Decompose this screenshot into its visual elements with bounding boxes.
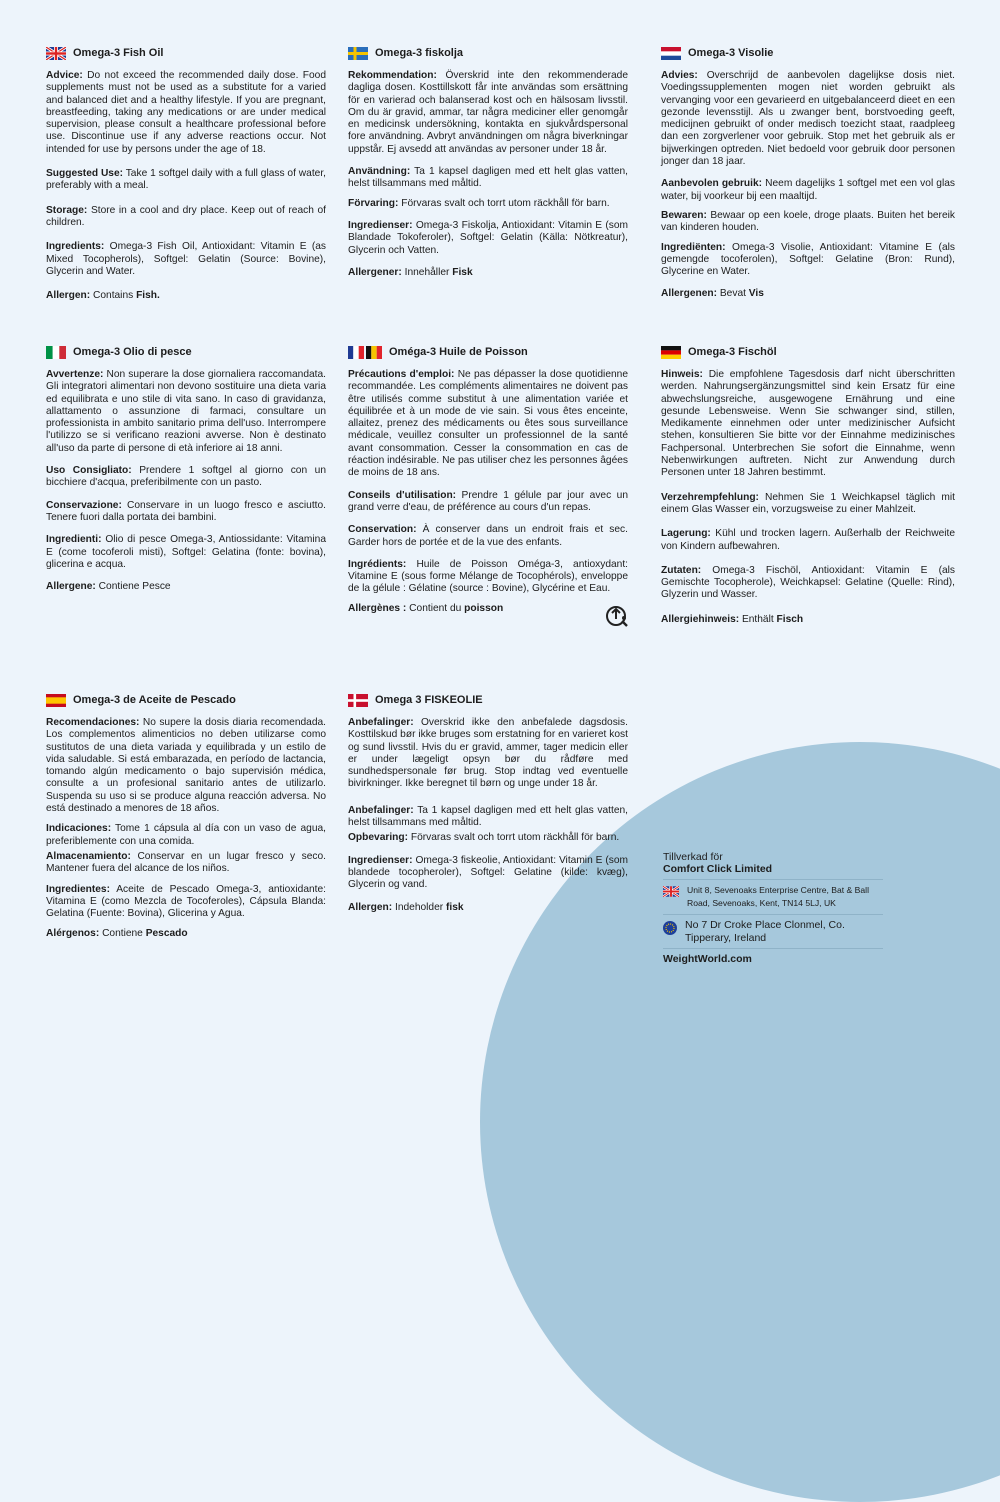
advice-text: Overskrid ikke den anbefalede dagsdosis. Kosttilskud bør ikke bruges som erstatning for en varieret kost og sund livsstil. Hvis du er gravid, ammer, tager medicin eller er under lægeligt opsyn bør du rådføre med sundhedspersonale før brug. Stop indtag ved eventuelle bivirkninger. Ikke beregnet til børn og unge under 18 år.: [348, 717, 628, 790]
storage-text: Conservare in un luogo fresco e asciutto. Tenere fuori dalla portata dei bambini.: [46, 499, 326, 523]
advice-text: Do not exceed the recommended daily dose. Food supplements must not be used as a substitute for a varied and balanced diet and a healthy lifestyle. If you are pregnant, breastfeeding, taking any medications or are under medical supervision, please consult a healthcare professional before use. Discontinue use if any adverse reactions occur. Not intended for use by persons under the age of 18.: [46, 70, 326, 155]
advice-label: Recomendaciones:: [46, 717, 140, 728]
section-dutch: [661, 47, 955, 308]
advice-label: Hinweis:: [661, 369, 703, 380]
storage-label: Storage:: [46, 204, 88, 216]
ingredients-text: Omega-3 Fiskolja, Antioxidant: Vitamin E (som Blandade Tokoferoler), Softgel: Gelatin (Källa: Nötkreatur), Glycerin och Vatten.: [348, 219, 628, 256]
section-title: Omega 3 FISKEOLIE: [375, 694, 483, 707]
storage-text: Förvaras svalt och torrt utom räckhåll för barn.: [410, 832, 620, 844]
allergen-text: Contient du: [409, 602, 462, 614]
manufacturer-block: [663, 851, 883, 969]
use-label: Aanbevolen gebruik:: [661, 178, 763, 190]
use-label: Verzehrempfehlung:: [661, 491, 759, 503]
allergen-bold: Fish.: [136, 290, 160, 302]
advice-text: Non superare la dose giornaliera raccomandata. Gli integratori alimentari non devono sostituire una dieta varia ed equilibrata e uno stile di vita sano. In caso di gravidanza, allattamento o assunzione di farmaci, consultare un professionista in ambito sanitario prima dell'uso. Interrompere l'utilizzo se si verificano reazioni avverse. Non è destinato all'uso da parte di persone di età inferiore ai 18 anni.: [46, 369, 326, 454]
advice-label: Rekommendation:: [348, 70, 437, 81]
ingredients-label: Ingredients:: [46, 241, 105, 253]
ingredients-label: Zutaten:: [661, 564, 702, 576]
use-text: Prendere 1 softgel al giorno con un bicchiere d'acqua, preferibilmente con un pasto.: [46, 465, 326, 489]
allergen-bold: Vis: [748, 288, 764, 300]
ingredients-text: Omega-3 Visolie, Antioxidant: Vitamine E (als gemengde tocoferolen), Softgel: Gelatine (Bron: Rund), Glycerine en Water.: [661, 241, 955, 278]
advice-text: Overschrijd de aanbevolen dagelijkse dosis niet. Voedingssupplementen mogen niet worden gebruikt als vervanging voor een gevarieerd en uitgebalanceerd dieet en een gezonde levensstijl. Als u zwanger bent, borstvoeding geeft, medicijnen gebruikt of onder medisch toezicht staat, raadpleeg dan een zorgverlener voor gebruik. Stop met het gebruik als er bijwerkingen optreden. Niet bedoeld voor gebruik door personen jonger dan 18 jaar.: [661, 70, 955, 168]
use-text: Ta 1 kapsel dagligen med ett helt glas vatten, helst tillsammans med måltid.: [348, 804, 628, 829]
uk-flag-icon: [663, 886, 679, 897]
advice-text: No supere la dosis diaria recomendada. Los complementos alimenticios no deben utilizarse como sustitutos de una dieta variada y equilibrada y un estilo de vida saludable. Si está embarazada, en período de lactancia, tomando algún medicamento o bajo supervisión médica, consulte a un profesional sanitario antes de utilizarlo. Suspenda su uso si se produce alguna reacción adversa. No está destinado a menores de 18 años.: [46, 717, 326, 815]
allergen-bold: fisk: [446, 901, 464, 913]
storage-text: Store in a cool and dry place. Keep out of reach of children.: [46, 204, 326, 228]
section-heading: [348, 694, 628, 707]
section-heading: [661, 47, 955, 60]
section-swedish: [348, 47, 628, 286]
storage-label: Förvaring:: [348, 197, 399, 209]
allergen-text: Contiene: [102, 928, 143, 940]
storage-label: Bewaren:: [661, 209, 707, 221]
ingredients-label: Ingrediënten:: [661, 241, 726, 253]
storage-text: Kühl und trocken lagern. Außerhalb der Reichweite von Kindern aufbewahren.: [661, 528, 955, 552]
storage-label: Opbevaring:: [348, 832, 409, 844]
allergen-label: Allergenen:: [661, 288, 718, 300]
ingredients-text: Omega-3 fiskeolie, Antioxidant: Vitamin E (som blandede tocopheroler), Softgel: Gelatine (kilde: kvæg), Glycerin og vand.: [348, 854, 628, 891]
use-text: Neem dagelijks 1 softgel met een vol glas water, bij voorkeur bij een maaltijd.: [661, 178, 955, 202]
storage-label: Conservation:: [348, 524, 417, 536]
section-title: Oméga-3 Huile de Poisson: [389, 346, 528, 359]
use-label: Indicaciones:: [46, 823, 112, 835]
allergen-text: Enthält: [741, 613, 774, 625]
section-english: [46, 47, 326, 309]
advice-text: Ne pas dépasser la dose quotidienne recommandée. Les compléments alimentaires ne doivent pas être utilisés comme substitut à une alimentation variée et équilibrée et à un mode de vie sain. Si vous êtes enceinte, allaitez, prenez des médicaments ou êtes sous surveillance médicale, veuillez consulter un professionnel de la santé avant consommation. Cesser la consommation en cas de réaction indésirable. Ne pas utiliser chez les personnes âgées de moins de 18 ans.: [348, 369, 628, 479]
section-title: Omega-3 Fischöl: [688, 346, 777, 359]
section-heading: [46, 346, 326, 359]
section-heading: [661, 346, 955, 359]
company-name: Comfort Click Limited: [663, 863, 773, 875]
storage-label: Lagerung:: [661, 528, 711, 540]
use-label: Anbefalinger:: [348, 804, 414, 816]
allergen-bold: Pescado: [145, 928, 188, 940]
allergen-text: Contiene Pesce: [98, 581, 171, 593]
advice-text: Överskrid inte den rekommenderade dagliga dosen. Kosttillskott får inte användas som ersättning för en varierad och balanserad kost och en hälsosam livsstil. Om du är gravid, ammar, tar några mediciner eller genomgår en medicinsk undersökning, kontakta en sjukvårdspersonal fore användning. Avbryt användningen om några biverkningar uppstår. Ej avsedd att användas av personer under 18 år.: [348, 70, 628, 155]
section-heading: [348, 346, 628, 359]
denmark-flag-icon: [348, 694, 368, 707]
eu-flag-icon: [663, 921, 677, 935]
sweden-flag-icon: [348, 47, 368, 60]
section-heading: [46, 694, 326, 707]
eu-address: No 7 Dr Croke Place Clonmel, Co. Tipperary, Ireland: [685, 919, 845, 944]
use-text: Tome 1 cápsula al día con un vaso de agua, preferiblemente con una comida.: [46, 823, 326, 847]
ingredients-label: Ingredienti:: [46, 534, 102, 546]
ingredients-label: Ingredientes:: [46, 883, 110, 895]
storage-label: Almacenamiento:: [46, 850, 131, 862]
storage-text: Conservar en un lugar fresco y seco. Mantener fuera del alcance de los niños.: [46, 850, 326, 875]
recycle-icon: [604, 603, 630, 634]
allergen-label: Allergènes :: [348, 602, 407, 614]
section-title: Omega-3 fiskolja: [375, 47, 464, 60]
section-heading: [348, 47, 628, 60]
allergen-label: Allergene:: [46, 581, 96, 593]
advice-text: Die empfohlene Tagesdosis darf nicht überschritten werden. Nahrungsergänzungsmittel sind kein Ersatz für eine abwechslungsreiche, ausgewogene Ernährung und eine gesunde Lebensweise. Wenn Sie schwanger sind, stillen, Medikamente einnehmen oder unter medizinischer Aufsicht stehen, konsultieren Sie bitte vor der Einnahme medizinisches Fachpersonal. Unterbrechen Sie sofort die Einnahme, wenn Nebenwirkungen auftreten. Nicht zur Anwendung durch Personen unter 18 Jahren bestimmt.: [661, 369, 955, 479]
ingredients-text: Olio di pesce Omega-3, Antiossidante: Vitamina E (come tocoferoli misti), Softgel: Gelatina (fonte: bovina), glicerina e acqua.: [46, 534, 326, 570]
ingredients-text: Omega-3 Fischöl, Antioxidant: Vitamin E (als Gemischte Tocopherole), Weichkapsel: Gelatine (Quelle: Rind), Glyzerin und Wasser.: [661, 564, 955, 601]
ingredients-label: Ingredienser:: [348, 854, 413, 866]
section-title: Omega-3 de Aceite de Pescado: [73, 694, 236, 707]
made-for-label: Tillverkad för: [663, 851, 723, 863]
advice-label: Précautions d'emploi:: [348, 369, 455, 380]
allergen-label: Allergener:: [348, 266, 402, 278]
website-row: [663, 948, 883, 969]
ingredients-text: Huile de Poisson Oméga-3, antioxydant: Vitamine E (sous forme Mélange de Tocophérols), enveloppe de la gélule : Gélatine (source : Bovine), Glycérine et Eau.: [348, 558, 628, 595]
section-title: Omega-3 Fish Oil: [73, 47, 164, 60]
use-label: Suggested Use:: [46, 168, 124, 180]
spain-flag-icon: [46, 694, 66, 707]
allergen-label: Alérgenos:: [46, 928, 100, 940]
ingredients-text: Aceite de Pescado Omega-3, antioxidante: Vitamina E (como Mezcla de Tocoferoles), Cápsula Blanda: Gelatina (Fuente: Bovina), Glicerina y Agua.: [46, 883, 326, 920]
use-label: Användning:: [348, 166, 411, 178]
use-text: Ta 1 kapsel dagligen med ett helt glas vatten, helst tillsammans med måltid.: [348, 166, 628, 190]
section-spanish: [46, 694, 326, 944]
use-text: Prendre 1 gélule par jour avec un grand verre d'eau, de préférence au cours d'un repas.: [348, 489, 628, 513]
allergen-label: Allergen:: [348, 901, 393, 913]
storage-text: Bewaar op een koele, droge plaats. Buiten het bereik van kinderen houden.: [661, 209, 955, 234]
france-belgium-flag-icon: [348, 346, 382, 359]
section-german: [661, 346, 955, 633]
section-title: Omega-3 Visolie: [688, 47, 774, 60]
allergen-text: Indeholder: [395, 901, 444, 913]
allergen-text: Innehåller: [404, 266, 450, 278]
ingredients-text: Omega-3 Fish Oil, Antioxidant: Vitamin E (as Mixed Tocopherols), Softgel: Gelatin (Source: Bovine), Glycerin and Water.: [46, 241, 326, 277]
website-link[interactable]: WeightWorld.com: [663, 953, 752, 965]
allergen-label: Allergiehinweis:: [661, 613, 740, 625]
allergen-bold: Fisk: [452, 266, 473, 278]
section-title: Omega-3 Olio di pesce: [73, 346, 192, 359]
allergen-text: Contains: [93, 290, 134, 302]
use-text: Take 1 softgel daily with a full glass of water, preferably with a meal.: [46, 168, 326, 192]
use-label: Uso Consigliato:: [46, 465, 132, 477]
uk-address-row: [663, 879, 883, 914]
uk-address: Unit 8, Sevenoaks Enterprise Centre, Bat & Ball Road, Sevenoaks, Kent, TN14 5LJ, UK: [687, 885, 869, 908]
allergen-bold: Fisch: [776, 613, 804, 625]
uk-flag-icon: [46, 47, 66, 60]
allergen-bold: poisson: [464, 602, 504, 614]
italy-flag-icon: [46, 346, 66, 359]
section-italian: [46, 346, 326, 600]
use-text: Nehmen Sie 1 Weichkapsel täglich mit einem Glas Wasser ein, vorzugsweise zu einer Mahlzeit.: [661, 491, 955, 515]
ingredients-label: Ingrédients:: [348, 558, 407, 570]
eu-address-row: [663, 914, 883, 948]
storage-text: Förvaras svalt och torrt utom räckhåll för barn.: [401, 197, 610, 209]
allergen-text: Bevat: [719, 288, 746, 300]
section-french: [348, 346, 628, 622]
ingredients-label: Ingredienser:: [348, 219, 413, 231]
storage-text: À conserver dans un endroit frais et sec. Garder hors de portée et de la vue des enfants.: [348, 524, 628, 548]
advice-label: Anbefalinger:: [348, 717, 414, 728]
section-danish: [348, 694, 628, 917]
netherlands-flag-icon: [661, 47, 681, 60]
advice-label: Advies:: [661, 70, 698, 81]
allergen-label: Allergen:: [46, 290, 91, 302]
section-heading: [46, 47, 326, 60]
germany-flag-icon: [661, 346, 681, 359]
advice-label: Advice:: [46, 70, 83, 81]
use-label: Conseils d'utilisation:: [348, 489, 457, 501]
storage-label: Conservazione:: [46, 499, 122, 511]
advice-label: Avvertenze:: [46, 369, 104, 380]
